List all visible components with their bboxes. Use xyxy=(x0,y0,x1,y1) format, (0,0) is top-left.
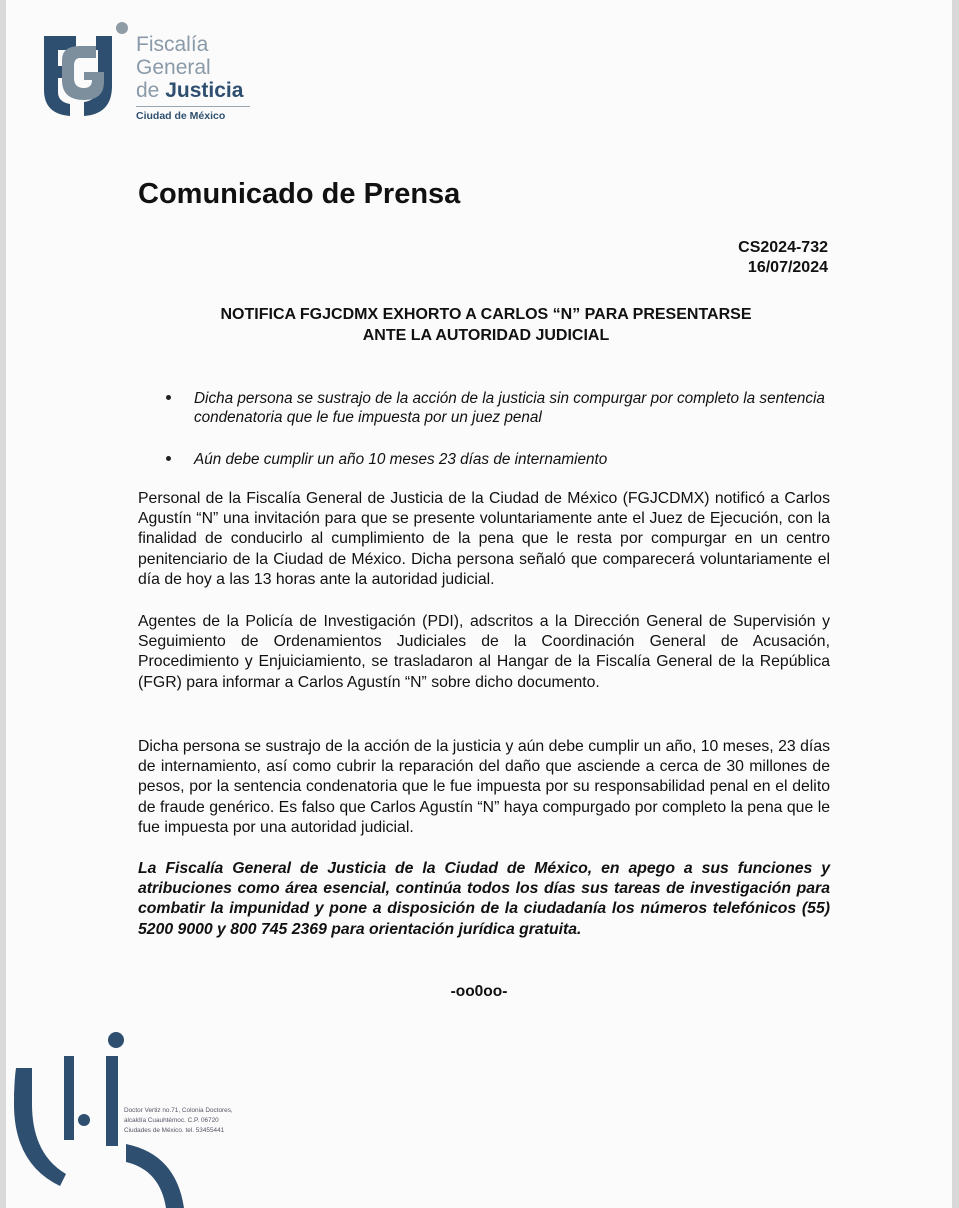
bullet-text: Aún debe cumplir un año 10 meses 23 días de internamiento xyxy=(194,451,608,468)
summary-bullets xyxy=(166,389,830,492)
bullet-dot-icon xyxy=(166,395,171,400)
bullet-dot-icon xyxy=(166,456,171,461)
headline-line-2: ANTE LA AUTORIDAD JUDICIAL xyxy=(362,327,610,344)
address-line-3: Ciudades de México. tel. 53455441 xyxy=(124,1127,225,1134)
headline xyxy=(136,304,836,346)
brand-line-3-prefix: de xyxy=(136,79,166,102)
brand-line-3-strong: Justicia xyxy=(165,79,244,102)
address-line-2: alcaldía Cuauhtémoc. C.P. 06720 xyxy=(124,1117,219,1124)
brand-line-1: Fiscalía xyxy=(136,33,209,56)
bullet-text: Dicha persona se sustrajo de la acción de la justicia sin compurgar por completo la sentencia condenatoria que le fue impuesta por un juez penal xyxy=(194,390,825,426)
body-paragraph: Dicha persona se sustrajo de la acción de la justicia y aún debe cumplir un año, 10 meses, 23 días de internamiento, así como cubrir la reparación del daño que asciende a cerca de 30 millones de pesos, por la sentencia condenatoria que le fue impuesta por su responsabilidad penal en el delito de fraude genérico. Es falso que Carlos Agustín “N” haya compurgado por completo la pena que le fue impuesta por una autoridad judicial. xyxy=(138,738,830,836)
closing-mark: -oo0oo- xyxy=(450,983,508,1000)
document-code: CS2024-732 xyxy=(738,239,828,256)
fgj-logo-icon xyxy=(40,20,132,118)
brand-city: Ciudad de México xyxy=(136,110,226,122)
press-release-page xyxy=(6,0,952,1208)
footer-address xyxy=(124,1106,233,1136)
body-paragraph: Personal de la Fiscalía General de Justicia de la Ciudad de México (FGJCDMX) notificó a Carlos Agustín “N” una invitación para que se presente voluntariamente ante el Juez de Ejecución, con la finalidad de conducirlo al cumplimiento de la pena que le resta por compurgar en un centro penitenciario de la Ciudad de México. Dicha persona señaló que comparecerá voluntariamente el día de hoy a las 13 horas ante la autoridad judicial. xyxy=(138,490,830,588)
document-title: Comunicado de Prensa xyxy=(138,178,461,210)
headline-line-1: NOTIFICA FGJCDMX EXHORTO A CARLOS “N” PARA PRESENTARSE xyxy=(220,306,752,323)
bullet-item xyxy=(166,450,830,469)
brand-divider xyxy=(136,106,250,107)
brand-line-3 xyxy=(136,79,250,102)
bullet-item xyxy=(166,389,830,427)
brand-line-2: General xyxy=(136,56,211,79)
body-paragraph: Agentes de la Policía de Investigación (PDI), adscritos a la Dirección General de Supervisión y Seguimiento de Ordenamientos Judiciales de la Coordinación General de Acusación, Procedimiento y Enjuiciamiento, se trasladaron al Hangar de la Fiscalía General de la República (FGR) para informar a Carlos Agustín “N” sobre dicho documento. xyxy=(138,613,830,691)
brand-wordmark xyxy=(136,33,250,122)
document-date: 16/07/2024 xyxy=(747,259,828,276)
document-meta xyxy=(738,238,828,278)
closing-statement: La Fiscalía General de Justicia de la Ciudad de México, en apego a sus funciones y atribuciones como área esencial, continúa todos los días sus tareas de investigación para combatir la impunidad y pone a disposición de la ciudadanía los números telefónicos (55) 5200 9000 y 800 745 2369 para orientación jurídica gratuita. xyxy=(138,860,830,938)
address-line-1: Doctor Vertiz no.71, Colonia Doctores, xyxy=(124,1107,233,1114)
